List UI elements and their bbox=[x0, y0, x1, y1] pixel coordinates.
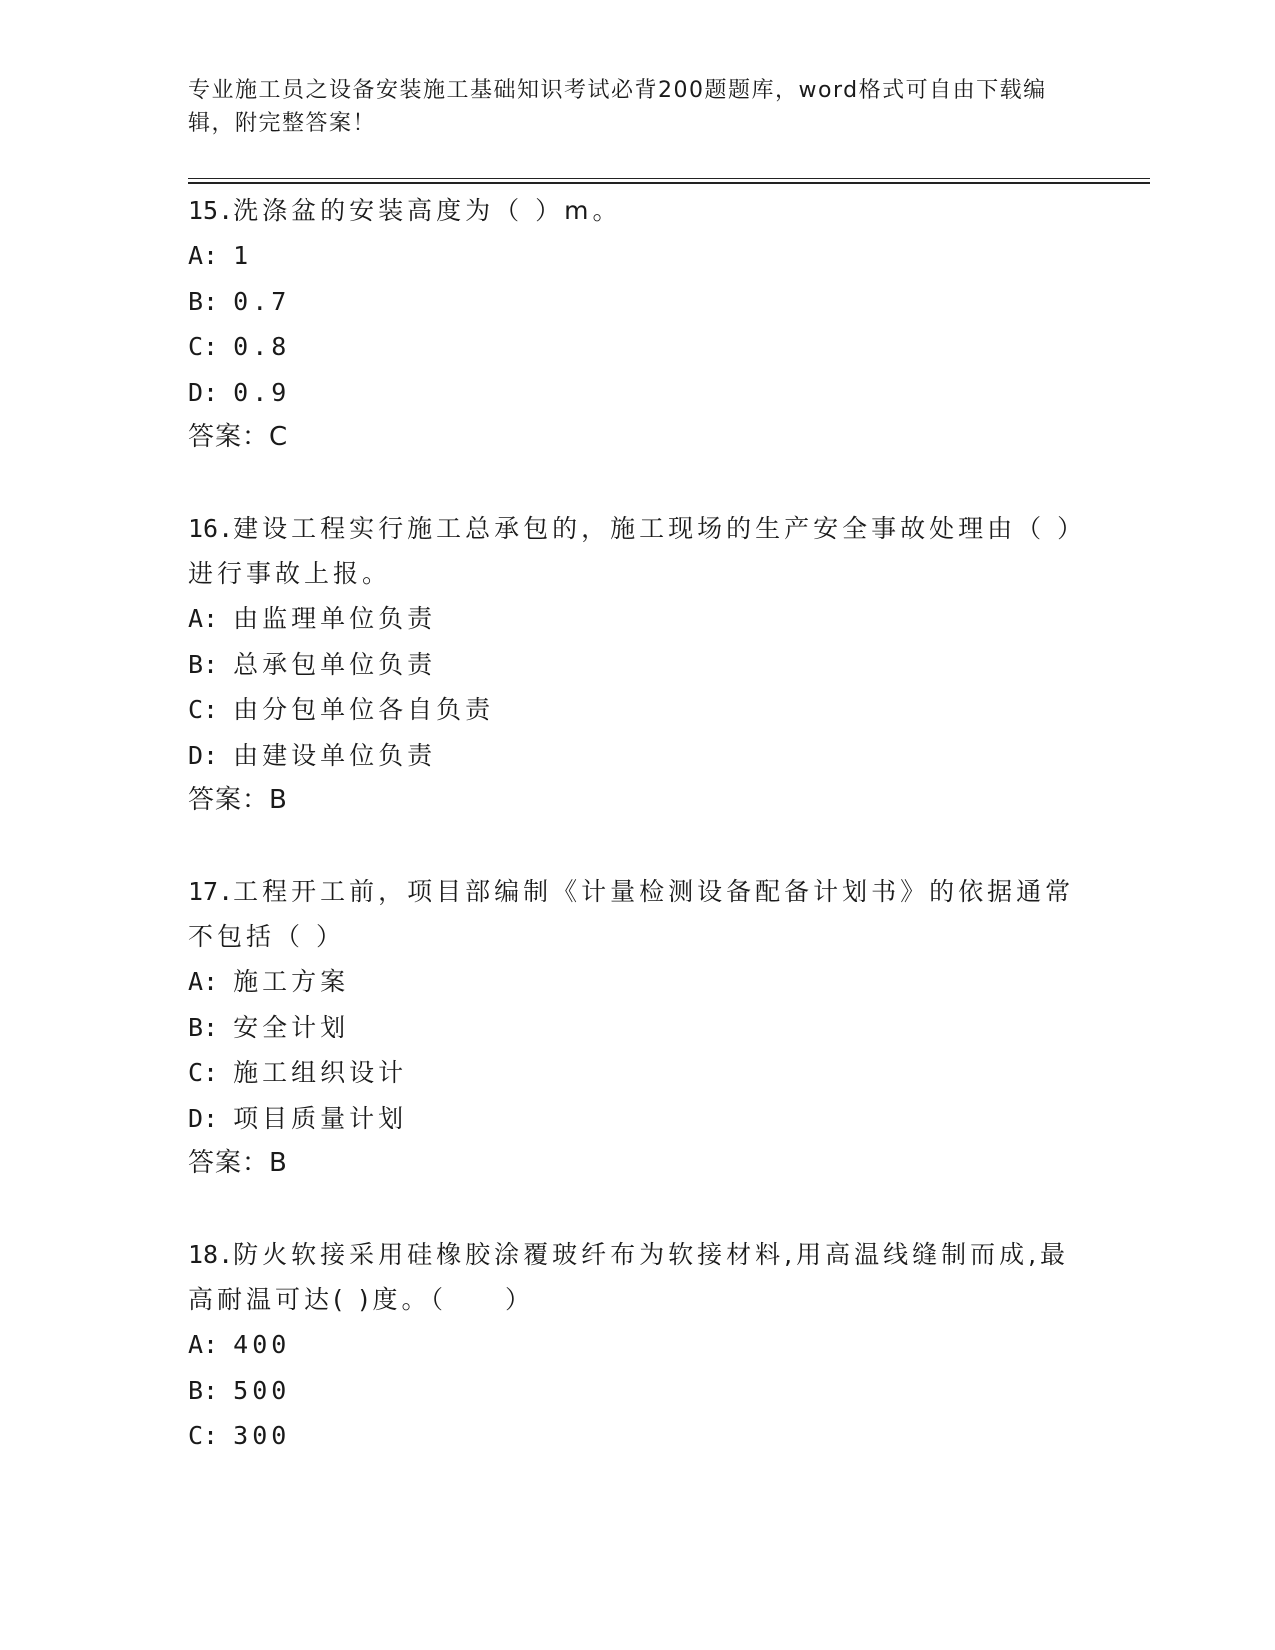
option-text: 项目质量计划 bbox=[233, 1103, 408, 1133]
option-c bbox=[188, 1050, 1088, 1096]
option-text: 300 bbox=[233, 1421, 291, 1450]
option-b bbox=[188, 642, 1088, 688]
option-text: 由分包单位各自负责 bbox=[233, 695, 495, 724]
question-number: 15. bbox=[188, 196, 234, 225]
option-letter: D: bbox=[188, 377, 234, 407]
answer: 答案：C bbox=[188, 422, 289, 452]
option-letter: B: bbox=[188, 649, 234, 679]
option-letter: D: bbox=[188, 740, 234, 770]
option-d bbox=[188, 1096, 1088, 1142]
question-text: 建设工程实行施工总承包的，施工现场的生产安全事故处理由（ ）进行事故上报。 bbox=[188, 514, 1087, 588]
question-text: 工程开工前，项目部编制《计量检测设备配备计划书》的依据通常不包括（ ） bbox=[188, 877, 1075, 951]
option-b bbox=[188, 1005, 1088, 1051]
question-stem bbox=[188, 1232, 1088, 1322]
option-text: 1 bbox=[233, 241, 253, 270]
question-number: 16. bbox=[188, 514, 234, 543]
option-text: 0.8 bbox=[233, 332, 291, 361]
option-letter: D: bbox=[188, 1103, 234, 1133]
option-b bbox=[188, 279, 1088, 325]
document-header: 专业施工员之设备安装施工基础知识考试必背200题题库，word格式可自由下载编辑，附完整答案！ bbox=[188, 78, 1047, 136]
option-text: 施工方案 bbox=[233, 967, 350, 996]
option-b bbox=[188, 1368, 1088, 1414]
question-list bbox=[188, 188, 1088, 1505]
option-a bbox=[188, 1322, 1088, 1368]
option-text: 500 bbox=[233, 1375, 291, 1405]
question-text: 洗涤盆的安装高度为（ ）m。 bbox=[233, 196, 622, 225]
option-letter: B: bbox=[188, 286, 234, 316]
question-stem bbox=[188, 869, 1088, 959]
option-text: 400 bbox=[233, 1330, 291, 1359]
option-text: 0.7 bbox=[233, 286, 291, 316]
option-text: 0.9 bbox=[233, 377, 291, 407]
option-letter: A: bbox=[188, 241, 234, 270]
header-divider-thick bbox=[188, 182, 1150, 184]
answer: 答案：B bbox=[188, 785, 288, 815]
option-c bbox=[188, 687, 1088, 733]
option-letter: C: bbox=[188, 695, 234, 724]
option-letter: A: bbox=[188, 604, 234, 633]
question-15 bbox=[188, 188, 1088, 460]
option-letter: C: bbox=[188, 1058, 234, 1087]
option-a bbox=[188, 233, 1088, 279]
option-text: 安全计划 bbox=[233, 1012, 350, 1042]
option-letter: A: bbox=[188, 967, 234, 996]
question-stem bbox=[188, 188, 1088, 233]
header-divider-thin bbox=[188, 178, 1150, 179]
question-number: 17. bbox=[188, 877, 234, 906]
question-stem bbox=[188, 506, 1088, 596]
option-letter: B: bbox=[188, 1012, 234, 1042]
question-16 bbox=[188, 506, 1088, 823]
option-text: 施工组织设计 bbox=[233, 1058, 408, 1087]
question-18 bbox=[188, 1232, 1088, 1459]
option-letter: A: bbox=[188, 1330, 234, 1359]
option-a bbox=[188, 596, 1088, 642]
option-c bbox=[188, 1413, 1088, 1459]
option-text: 由监理单位负责 bbox=[233, 604, 437, 633]
option-letter: C: bbox=[188, 332, 234, 361]
option-a bbox=[188, 959, 1088, 1005]
question-number: 18. bbox=[188, 1240, 234, 1269]
option-d bbox=[188, 370, 1088, 416]
option-c bbox=[188, 324, 1088, 370]
option-text: 由建设单位负责 bbox=[233, 740, 437, 770]
option-letter: C: bbox=[188, 1421, 234, 1450]
answer: 答案：B bbox=[188, 1148, 288, 1178]
question-text: 防火软接采用硅橡胶涂覆玻纤布为软接材料,用高温线缝制而成,最高耐温可达( )度。（ ） bbox=[188, 1240, 1070, 1314]
option-letter: B: bbox=[188, 1375, 234, 1405]
option-d bbox=[188, 733, 1088, 779]
question-17 bbox=[188, 869, 1088, 1186]
option-text: 总承包单位负责 bbox=[233, 649, 437, 679]
